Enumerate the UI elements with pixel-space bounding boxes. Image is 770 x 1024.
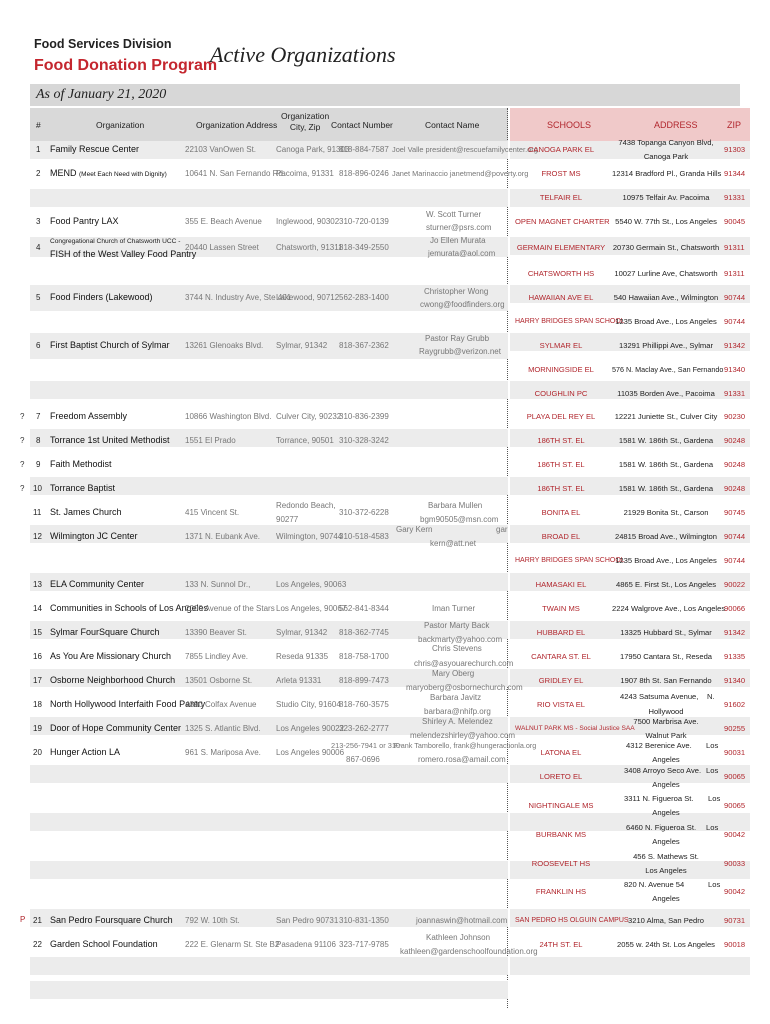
school-name: ROOSEVELT HS [531,859,591,868]
org-city: Arleta 91331 [276,676,322,685]
school-address: 20730 Germain St., Chatsworth [612,243,720,252]
org-city: Canoga Park, 91303 [276,145,350,154]
school-name: RIO VISTA EL [537,700,585,709]
school-name: FROST MS [541,169,581,178]
row-number: 7 [36,412,41,421]
contact-number: 310-831-1350 [339,916,389,925]
school-zip: 90018 [724,940,746,949]
school-address: 4865 E. First St., Los Angeles [615,580,717,589]
org-city: Lakewood, 90712 [276,293,340,302]
school-address: 12221 Juniette St., Culver City [614,412,718,421]
col-org: Organization [96,120,145,130]
school-zip: 90065 [724,772,746,781]
school-address: 6460 N. Figueroa St. [626,823,697,832]
org-city: San Pedro 90731 [276,916,339,925]
contact-name: Mary Oberg [432,669,475,678]
school-zip: 90744 [724,317,746,326]
school-address: 12314 Bradford Pl., Granda Hills [612,169,722,178]
school-name: HUBBARD EL [536,628,586,637]
school-name: BONITA EL [541,508,581,517]
row-number: 10 [33,484,42,493]
org-city: Sylmar, 91342 [276,341,328,350]
school-name: COUGHLIN PC [534,389,588,398]
contact-number-cont: 867-0696 [346,755,380,764]
row-band [30,813,508,831]
school-address: 17950 Cantara St., Reseda [619,652,713,661]
org-address: 10641 N. San Fernando Rd. [185,169,286,178]
row-number: 20 [33,748,42,757]
question-mark: ? [20,412,25,421]
contact-email: sturner@psrs.com [426,223,492,232]
school-zip: 90066 [724,604,746,613]
org-address: 10866 Washington Blvd. [185,412,272,421]
row-band [30,861,508,879]
row-band [30,381,508,399]
org-city: Sylmar, 91342 [276,628,328,637]
contact-number: 310-836-2399 [339,412,389,421]
school-zip: 91340 [724,676,746,685]
row-number: 16 [33,652,42,661]
question-mark: ? [20,460,25,469]
row-number: 9 [36,460,41,469]
org-city: Wilmington, 90744 [276,532,343,541]
contact-name: Janet Marinaccio janetmend@poverty.org [392,169,529,178]
school-address-part: Los [706,766,719,775]
row-number: 13 [33,580,42,589]
org-address: 4390 Colfax Avenue [185,700,257,709]
school-address: 3210 Alma, San Pedro [628,916,704,925]
program-title: Food Donation Program [34,57,218,74]
contact-name: Christopher Wong [424,287,489,296]
org-address: 222 E. Glenarm St. Ste B2 [185,940,280,949]
row-number: 4 [36,243,41,252]
org-city: Los Angeles, 90063 [276,580,347,589]
org-city: Los Angeles 90022 [276,724,345,733]
school-address: 13291 Phillippi Ave., Sylmar [619,341,713,350]
contact-number: 818-349-2550 [339,243,389,252]
contact-number: 818-760-3575 [339,700,389,709]
school-zip: 90022 [724,580,746,589]
school-name: MORNINGSIDE EL [528,365,594,374]
school-name: GRIDLEY EL [538,676,584,685]
school-name: GERMAIN ELEMENTARY [516,243,606,252]
contact-number: 310-328-3242 [339,436,389,445]
row-number: 5 [36,293,41,302]
contact-name: Frank Tamborello, frank@hungeractionla.org [394,741,537,750]
contact-name: Joel Valle president@rescuefamilycenter.org [392,145,538,154]
school-zip: 91331 [724,193,746,202]
org-name: MEND (Meet Each Need with Dignity) [50,168,167,178]
row-number: 22 [33,940,42,949]
contact-email: joannaswin@hotmail.com [416,916,508,925]
row-band [30,765,508,783]
school-zip: 91342 [724,628,746,637]
school-address: 576 N. Maclay Ave., San Fernando [612,365,724,374]
school-name: HARRY BRIDGES SPAN SCHOOL [515,557,625,564]
row-number: 2 [36,169,41,178]
school-zip: 90033 [724,859,746,868]
contact-name: Barbara Javitz [430,693,482,702]
org-name: North Hollywood Interfaith Food Pantry [50,699,206,709]
school-zip: 90045 [724,217,746,226]
org-city: Los Angeles 90006 [276,748,345,757]
row-number: 6 [36,341,41,350]
org-address: 22103 VanOwen St. [185,145,257,154]
school-name: 186TH ST. EL [537,436,585,445]
contact-number: 562-283-1400 [339,293,389,302]
org-address: 961 S. Mariposa Ave. [185,748,261,757]
org-address: 13261 Glenoaks Blvd. [185,341,264,350]
school-zip: 90065 [724,801,746,810]
contact-email: kern@att.net [430,539,476,548]
org-name: St. James Church [50,507,122,517]
school-name: SAN PEDRO HS OLGUIN CAMPUS [515,917,629,924]
school-zip: 91303 [724,145,746,154]
org-address: 1325 S. Atlantic Blvd. [185,724,261,733]
contact-email: barbara@nhifp.org [424,707,491,716]
school-name: CANTARA ST. EL [531,652,591,661]
school-name: HARRY BRIDGES SPAN SCHOOL [515,318,625,325]
org-address: 2000 Avenue of the Stars [185,604,275,613]
school-address: 1235 Broad Ave., Los Angeles [615,556,717,565]
school-address: 11035 Borden Ave., Pacoima [617,389,715,398]
contact-number: 818-758-1700 [339,652,389,661]
school-address: 10975 Telfair Av. Pacoima [622,193,710,202]
org-address: 3744 N. Industry Ave, Ste 401 [185,293,292,302]
school-name: FRANKLIN HS [535,887,587,896]
school-zip: 90248 [724,436,746,445]
school-city: Angeles [652,780,680,789]
row-number: 21 [33,916,42,925]
contact-email: Raygrubb@verizon.net [419,347,501,356]
contact-name: Barbara Mullen [428,501,483,510]
contact-email: bgm90505@msn.com [420,515,499,524]
org-address: 792 W. 10th St. [185,916,240,925]
school-address: 7500 Marbrisa Ave. [633,717,699,726]
p-mark: P [20,915,26,924]
col-num: # [36,120,41,130]
contact-email: maryoberg@osbornechurch.com [406,683,523,692]
col-address: ADDRESS [654,120,698,130]
school-name: 186TH ST. EL [537,484,585,493]
division-label: Food Services Division [34,37,172,51]
org-address: 13390 Beaver St. [185,628,247,637]
contact-number: 818-896-0246 [339,169,389,178]
org-name: Torrance Baptist [50,483,116,493]
row-number: 18 [33,700,42,709]
org-name: Osborne Neighborhood Church [50,675,176,685]
school-address: 5540 W. 77th St., Los Angeles [615,217,717,226]
org-city: Redondo Beach, [276,501,336,510]
org-city: Pacoima, 91331 [276,169,334,178]
row-number: 3 [36,217,41,226]
org-city: Inglewood, 90302 [276,217,340,226]
row-band [30,189,508,207]
school-zip: 90230 [724,412,746,421]
row-number: 17 [33,676,42,685]
school-name: WALNUT PARK MS - Social Justice SAA [515,725,635,732]
org-address: 1551 El Prado [185,436,236,445]
contact-name: W. Scott Turner [426,210,482,219]
contact-number: 310-372-6228 [339,508,389,517]
row-number: 8 [36,436,41,445]
school-address: 3408 Arroyo Seco Ave. [624,766,702,775]
contact-number: 818-367-2362 [339,341,389,350]
school-address: 21929 Bonita St., Carson [623,508,709,517]
org-name: Garden School Foundation [50,939,158,949]
school-zip: 91331 [724,389,746,398]
school-address: 1907 8th St. San Fernando [620,676,712,685]
org-city: Los Angeles, 90067 [276,604,347,613]
row-band [30,981,508,999]
school-zip: 90042 [724,830,746,839]
contact-number: 818-362-7745 [339,628,389,637]
school-address: 24815 Broad Ave., Wilmington [614,532,717,541]
school-city: Walnut Park [645,731,687,740]
contact-email: chris@asyouarechurch.com [414,659,514,668]
school-zip: 91342 [724,341,746,350]
row-number: 15 [33,628,42,637]
org-address: 355 E. Beach Avenue [185,217,262,226]
school-name: PLAYA DEL REY EL [526,412,596,421]
school-address-part: Los [706,741,719,750]
contact-name: Kathleen Johnson [426,933,491,942]
org-name: Sylmar FourSquare Church [50,627,160,637]
org-city: Chatsworth, 91311 [276,243,343,252]
school-name: OPEN MAGNET CHARTER [515,217,610,226]
school-city: Angeles [652,808,680,817]
row-band [510,957,750,975]
school-address: 3311 N. Figueroa St. [624,794,694,803]
school-address: 1235 Broad Ave., Los Angeles [615,317,717,326]
contact-name: Jo Ellen Murata [430,236,486,245]
org-address: 7855 Lindley Ave. [185,652,249,661]
school-zip: 90745 [724,508,746,517]
org-name: FISH of the West Valley Food Pantry [50,249,197,259]
contact-number: 818-884-7587 [339,145,389,154]
row-number: 12 [33,532,42,541]
contact-name: Shirley A. Melendez [422,717,493,726]
school-zip: 90731 [724,916,746,925]
org-name: Food Finders (Lakewood) [50,292,153,302]
org-name: Freedom Assembly [50,411,128,421]
school-zip: 90744 [724,556,746,565]
school-name: CANOGA PARK EL [527,145,595,154]
school-address-part: Los [708,880,721,889]
row-number: 11 [33,508,42,517]
org-name: Family Rescue Center [50,144,140,154]
school-address: 2055 w. 24th St. Los Angeles [617,940,715,949]
contact-email-part: gar [496,525,508,534]
contact-name: Chris Stevens [432,644,482,653]
school-city: Angeles [652,894,680,903]
school-city: Angeles [652,837,680,846]
school-city: Los Angeles [645,866,687,875]
org-name: Torrance 1st United Methodist [50,435,170,445]
contact-number: 213-256-7941 or 310- [331,741,403,750]
school-address: 456 S. Mathews St. [633,852,699,861]
org-name: As You Are Missionary Church [50,651,172,661]
contact-email: backmarty@yahoo.com [418,635,503,644]
school-name: NIGHTINGALE MS [528,801,594,810]
org-city: Reseda 91335 [276,652,329,661]
school-name: 186TH ST. EL [537,460,585,469]
school-address-part: Los [708,794,721,803]
contact-name: Gary Kern [396,525,433,534]
question-mark: ? [20,436,25,445]
col-schools: SCHOOLS [547,120,592,130]
contact-number: 310-720-0139 [339,217,389,226]
school-name: BURBANK MS [535,830,587,839]
school-address: 4243 Satsuma Avenue, [620,692,699,701]
contact-number: 818-899-7473 [339,676,389,685]
school-zip: 90744 [724,532,746,541]
row-number: 14 [33,604,42,613]
org-city: Torrance, 90501 [276,436,334,445]
school-name: TWAIN MS [542,604,580,613]
row-band [30,957,508,975]
org-address: 20440 Lassen Street [185,243,259,252]
school-address: 7438 Topanga Canyon Blvd, [618,138,714,147]
school-zip: 91311 [724,243,745,252]
col-zip: ZIP [727,120,742,130]
contact-name: Iman Turner [432,604,476,613]
school-zip: 90042 [724,887,746,896]
school-zip: 90031 [724,748,746,757]
school-name: LORETO EL [539,772,583,781]
school-zip: 91340 [724,365,746,374]
school-zip: 90255 [724,724,746,733]
org-name: Hunger Action LA [50,747,121,757]
school-name: TELFAIR EL [539,193,583,202]
contact-email: melendezshirley@yahoo.com [410,731,516,740]
school-zip: 91602 [724,700,746,709]
school-zip: 91311 [724,269,745,278]
contact-email: jemurata@aol.com [428,249,496,258]
org-name: ELA Community Center [50,579,145,589]
school-address: 540 Hawaiian Ave., Wilmington [613,293,719,302]
school-address: 1581 W. 186th St., Gardena [618,484,714,493]
row-number: 1 [36,145,41,154]
school-name: HAWAIIAN AVE EL [528,293,594,302]
contact-name: Pastor Marty Back [424,621,490,630]
school-name: LATONA EL [540,748,582,757]
org-city: Pasadena 91106 [276,940,336,949]
school-name: SYLMAR EL [539,341,583,350]
school-address: 2224 Walgrove Ave., Los Angeles [612,604,726,613]
org-name: Communities in Schools of Los Angeles [50,603,209,613]
org-name: Wilmington JC Center [50,531,138,541]
school-address: 1581 W. 186th St., Gardena [618,436,714,445]
school-zip: 90248 [724,484,746,493]
org-zip: 90277 [276,515,299,524]
contact-number: 323-262-2777 [339,724,389,733]
contact-email: cwong@foodfinders.org [420,300,505,309]
org-address: 415 Vincent St. [185,508,240,517]
row-number: 19 [33,724,42,733]
org-address: 133 N. Sunnol Dr., [185,580,251,589]
contact-name: Pastor Ray Grubb [425,334,490,343]
col-addr: Organization Address [196,120,278,130]
col-contact-number: Contact Number [331,120,393,130]
org-parent-name: Congregational Church of Chatsworth UCC - [50,238,181,245]
school-address-part: Los [706,823,719,832]
school-address: 10027 Lurline Ave, Chatsworth [614,269,718,278]
school-table-header [510,108,750,142]
school-address: 1581 W. 186th St., Gardena [618,460,714,469]
contact-email: romero.rosa@amail.com [418,755,506,764]
school-address-part: N. [707,692,715,701]
question-mark: ? [20,484,25,493]
org-name: Food Pantry LAX [50,216,119,226]
org-name: Faith Methodist [50,459,112,469]
org-name: First Baptist Church of Sylmar [50,340,170,350]
school-city: Hollywood [648,707,684,716]
contact-number: 562-841-8344 [339,604,389,613]
page-title: Active Organizations [210,42,396,67]
school-zip: 90744 [724,293,746,302]
col-city: Organization City, Zip [281,111,330,133]
school-city: Canoga Park [643,152,689,161]
school-name: HAMASAKI EL [535,580,587,589]
contact-number: 310-518-4583 [339,532,389,541]
org-address: 1371 N. Eubank Ave. [185,532,261,541]
date-label: As of January 21, 2020 [36,87,167,102]
school-address: 820 N. Avenue 54 [624,880,685,889]
contact-email: kathleen@gardenschoolfoundation.org [400,947,538,956]
school-name: 24TH ST. EL [539,940,583,949]
school-name: BROAD EL [541,532,581,541]
org-name: Door of Hope Community Center [50,723,182,733]
school-zip: 91335 [724,652,746,661]
school-city: Angeles [652,755,680,764]
contact-number: 323-717-9785 [339,940,389,949]
org-city: Studio City, 91604 [276,700,341,709]
school-name: CHATSWORTH HS [527,269,595,278]
school-address: 13325 Hubbard St., Sylmar [620,628,712,637]
school-zip: 91344 [724,169,746,178]
school-address: 4312 Berenice Ave. [626,741,692,750]
school-zip: 90248 [724,460,746,469]
col-contact-name: Contact Name [425,120,480,130]
org-city: Culver City, 90232 [276,412,342,421]
org-address: 13501 Osborne St. [185,676,253,685]
org-name: San Pedro Foursquare Church [50,915,173,925]
